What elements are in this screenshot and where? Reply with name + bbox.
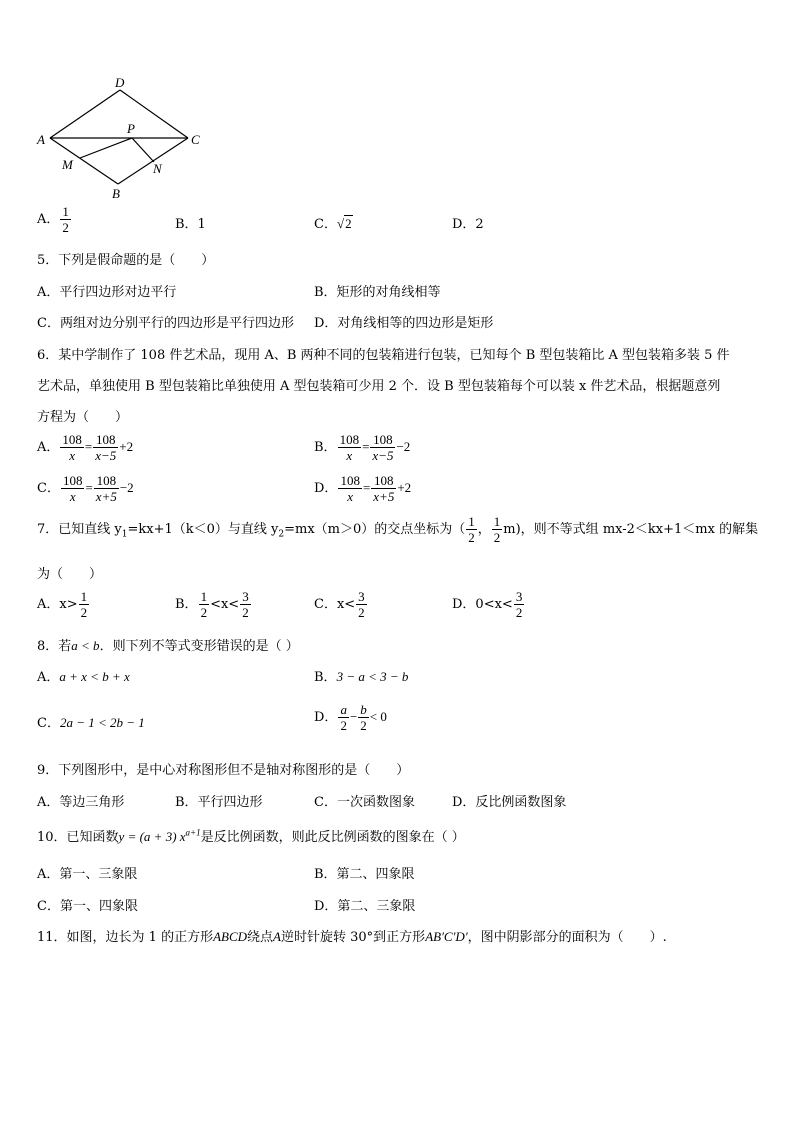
- q10-stem: 10．已知函数y = (a + 3) $x^{a+1}$是反比例函数，则此反比例函数的图象在（ ）: [37, 827, 465, 845]
- q10-option-a: A．第一、三象限: [37, 867, 138, 882]
- q5-option-b: B．矩形的对角线相等: [314, 285, 441, 300]
- q6-stem-line1: 6．某中学制作了 108 件艺术品，现用 A、B 两种不同的包装箱进行包装，已知每个 B 型包装箱比 A 型包装箱多装 5 件: [37, 348, 730, 363]
- q7-stem-line2: 为（ ）: [37, 567, 103, 582]
- label-d: D: [115, 75, 125, 90]
- label-n: N: [153, 161, 162, 176]
- segment-pm: [80, 138, 132, 158]
- q4-option-b: B．1: [175, 217, 206, 232]
- q7-option-c: C．x< $\frac{3}{2}$: [314, 589, 365, 620]
- q6-option-b: B． $\frac{108}{x}$ = $\frac{108}{x-5}$ −2: [314, 432, 411, 463]
- q6-stem-line3: 方程为（ ）: [37, 410, 129, 425]
- q9-option-a: A．等边三角形: [37, 795, 125, 810]
- q8-option-d: D． $\frac{a}{2}$ − $\frac{b}{2}$ < 0: [314, 702, 387, 733]
- q9-option-d: D．反比例函数图象: [452, 795, 567, 810]
- label-a: A: [37, 132, 45, 147]
- q9-option-c: C．一次函数图象: [314, 795, 415, 810]
- q5-option-c: C．两组对边分别平行的四边形是平行四边形: [37, 316, 294, 331]
- q8-option-a: A．a + x < b + x: [37, 669, 130, 685]
- q8-option-b: B．3 − a < 3 − b: [314, 669, 409, 685]
- q11-stem: 11．如图，边长为 1 的正方形ABCD绕点A逆时针旋转 30°到正方形AB′C′D′，图中阴影部分的面积为（ ）.: [37, 929, 667, 945]
- q4-option-c: C．√2: [314, 216, 352, 232]
- q8-option-c: C．2a − 1 < 2b − 1: [37, 715, 145, 731]
- q6-option-c: C． $\frac{108}{x}$ = $\frac{108}{x+5}$ −2: [37, 473, 134, 504]
- q5-stem: 5．下列是假命题的是（ ）: [37, 253, 215, 268]
- q6-stem-line2: 艺术品，单独使用 B 型包装箱比单独使用 A 型包装箱可少用 2 个．设 B 型包装箱每个可以装 x 件艺术品，根据题意列: [37, 379, 721, 394]
- label-c: C: [191, 132, 200, 147]
- edge-ab: [50, 138, 118, 184]
- q4-option-d: D．2: [452, 217, 484, 232]
- q8-stem: 8．若a < b．则下列不等式变形错误的是（ ）: [37, 638, 299, 654]
- edge-ad: [50, 90, 120, 138]
- label-p: P: [127, 121, 135, 136]
- q4-option-a: A． $\frac{1}{2}$: [37, 204, 69, 235]
- q6-option-a: A． $\frac{108}{x}$ = $\frac{108}{x-5}$ +2: [37, 432, 134, 463]
- q7-stem-line1: 7．已知直线 $y_1=kx+1(k<0)$与直线 $y_2=mx(m>0)$的交点坐标为（ $\frac{1}{2}$ ， $\frac{1}{2}$ m)，则不等式组 mx-2＜kx+1＜mx 的解集: [37, 514, 759, 545]
- q5-option-a: A．平行四边形对边平行: [37, 285, 177, 300]
- q10-option-c: C．第一、四象限: [37, 899, 138, 914]
- q9-stem: 9．下列图形中，是中心对称图形但不是轴对称图形的是（ ）: [37, 763, 410, 778]
- q7-option-a: A．x> $\frac{1}{2}$: [37, 589, 88, 620]
- q9-option-b: B．平行四边形: [175, 795, 263, 810]
- q7-option-d: D．0<x< $\frac{3}{2}$: [452, 589, 523, 620]
- segment-pn: [132, 138, 154, 162]
- q7-option-b: B． $\frac{1}{2}$ <x< $\frac{3}{2}$: [175, 589, 249, 620]
- q10-option-b: B．第二、四象限: [314, 867, 415, 882]
- label-b: B: [112, 186, 120, 201]
- q6-option-d: D． $\frac{108}{x}$ = $\frac{108}{x+5}$ +2: [314, 473, 412, 504]
- label-m: M: [62, 157, 73, 172]
- q5-option-d: D．对角线相等的四边形是矩形: [314, 316, 494, 331]
- rhombus-figure: [30, 72, 220, 202]
- q10-option-d: D．第二、三象限: [314, 899, 416, 914]
